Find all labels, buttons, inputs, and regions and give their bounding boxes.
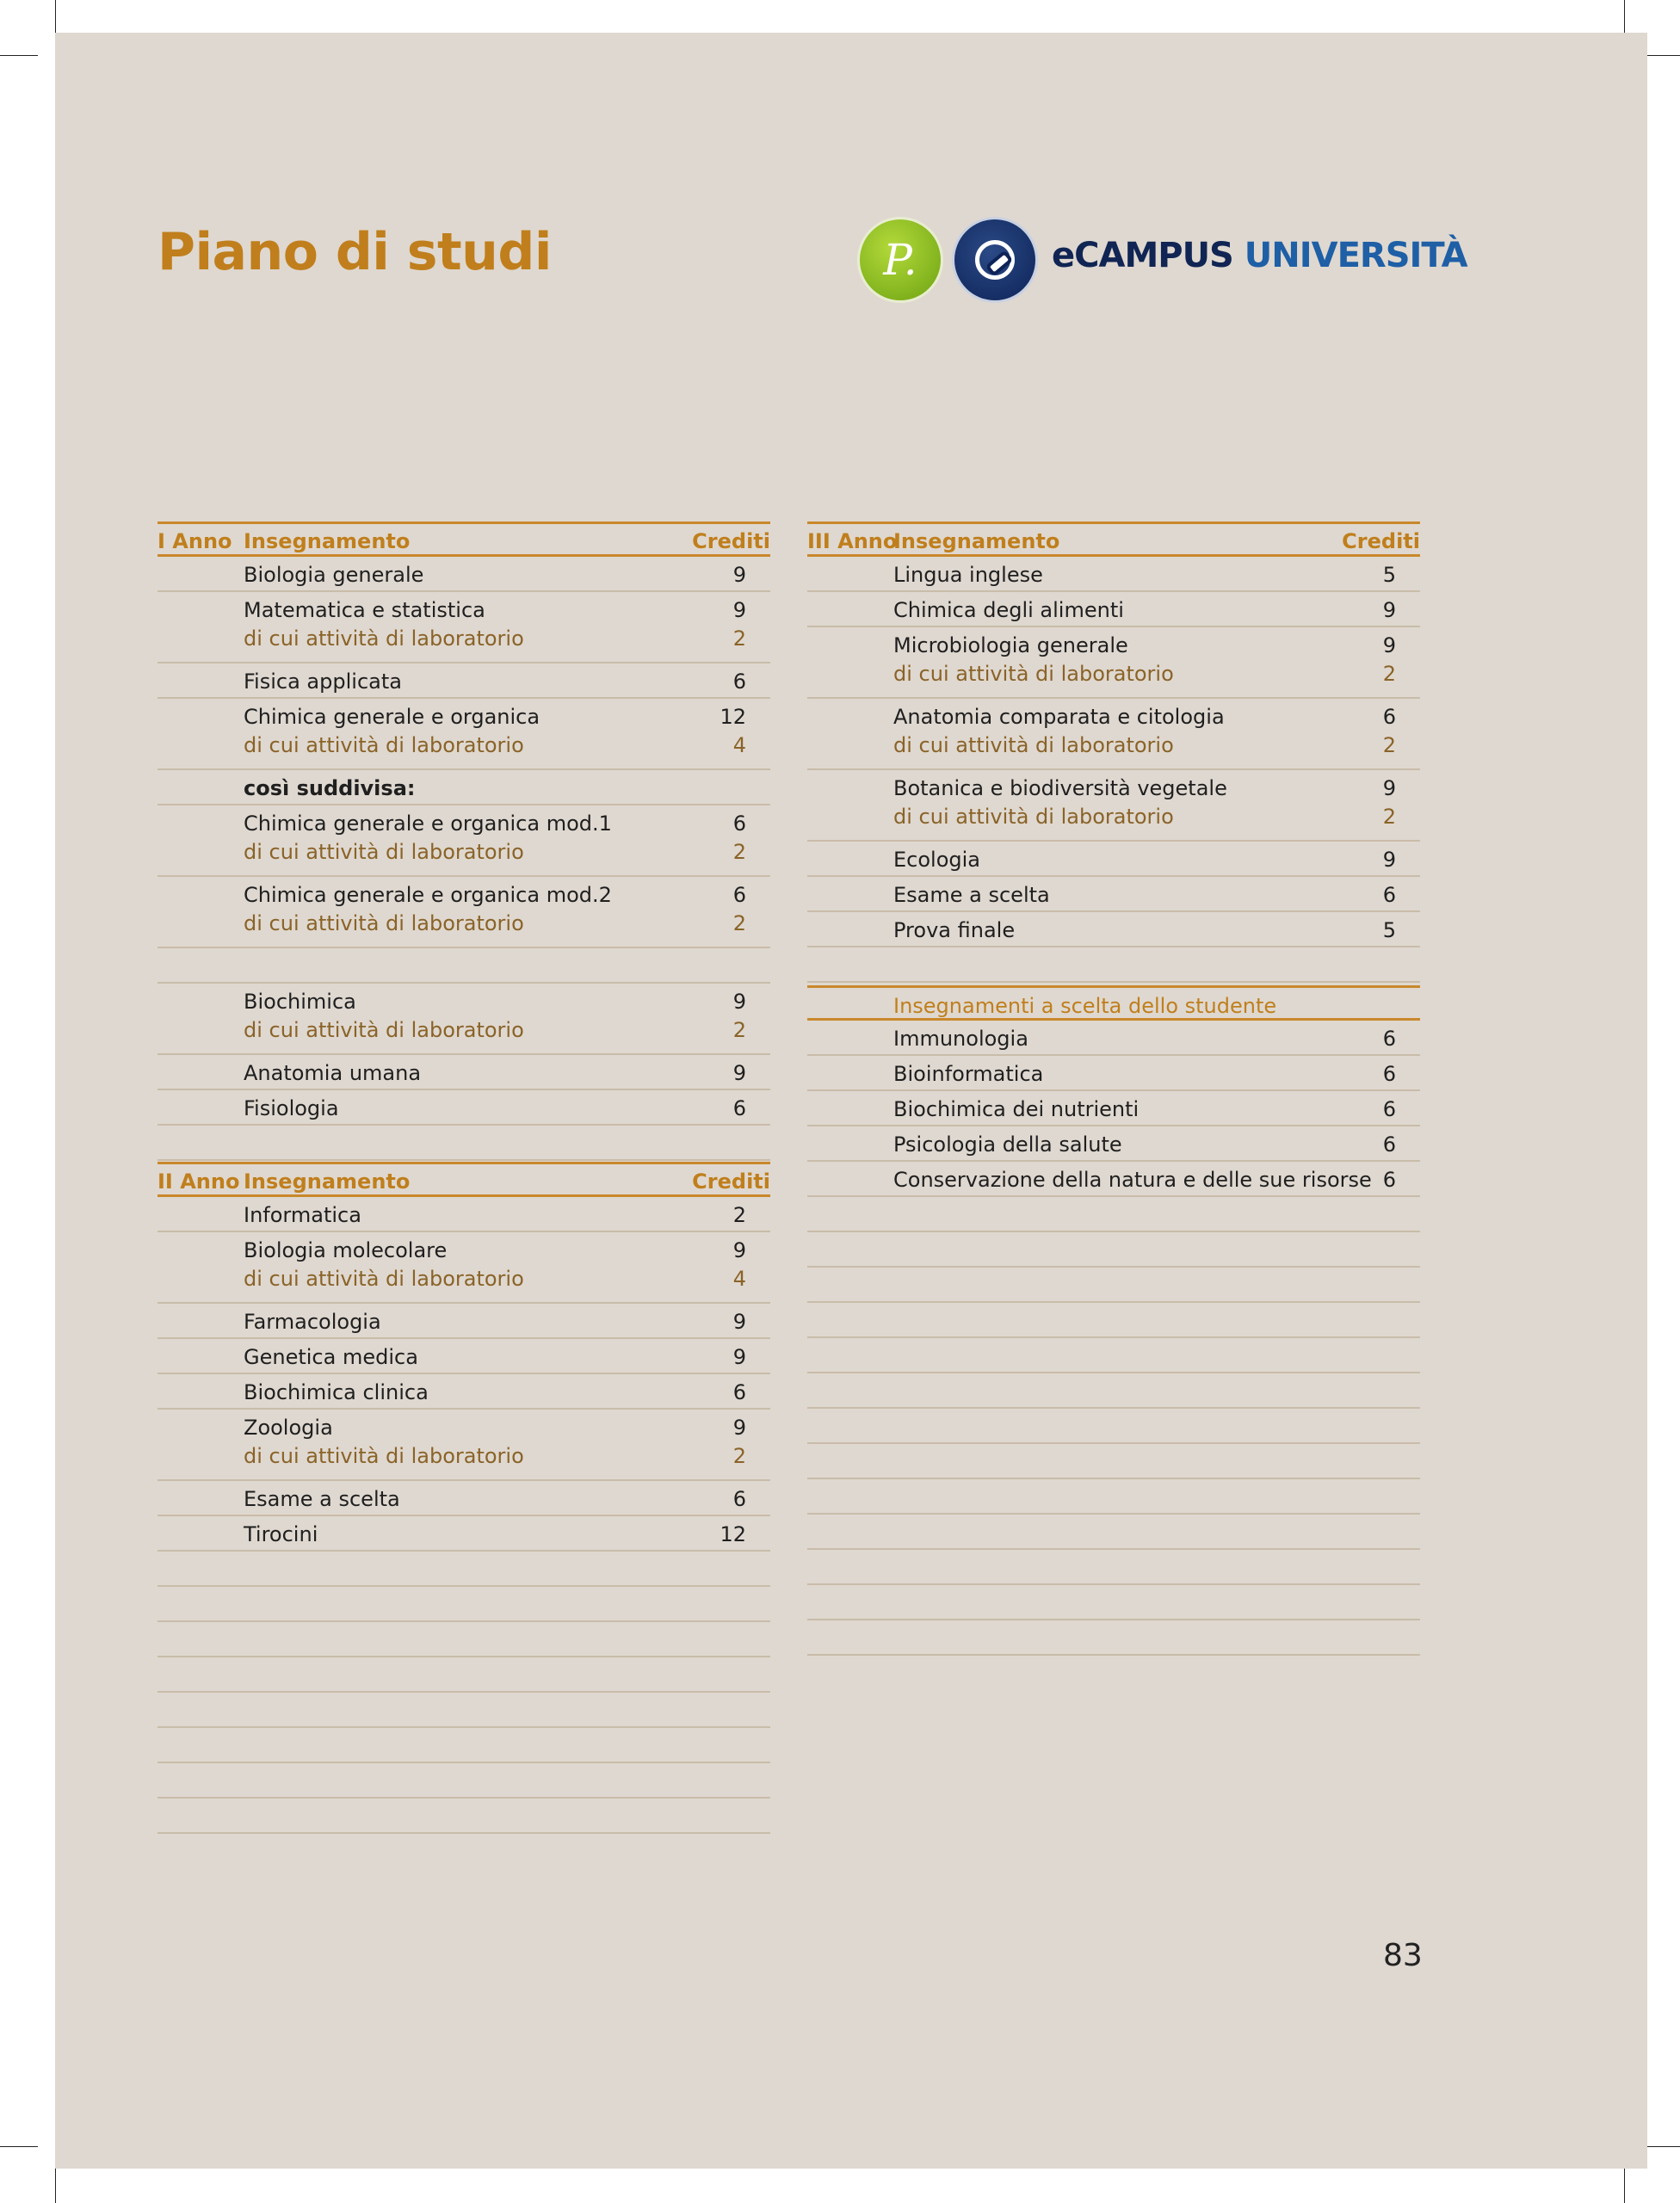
logo-wordmark <box>1052 236 1467 275</box>
table-header-row <box>158 1162 770 1197</box>
course-name: Bioinformatica <box>893 1062 1044 1086</box>
crop-mark <box>0 2146 38 2147</box>
blank-row <box>158 1126 770 1161</box>
blank-row <box>807 1444 1420 1479</box>
table-row <box>158 592 770 663</box>
table-row <box>807 557 1420 592</box>
blank-row <box>158 1622 770 1657</box>
course-credits: 9 <box>1382 776 1396 800</box>
blank-row <box>807 1409 1420 1444</box>
table-row <box>807 627 1420 699</box>
table-row <box>158 1516 770 1552</box>
course-name: Conservazione della natura e delle sue risorse <box>893 1168 1372 1192</box>
logo-wordmark-suffix: UNIVERSITÀ <box>1244 236 1467 275</box>
table-row <box>158 1055 770 1090</box>
table-row <box>807 770 1420 842</box>
course-credits: 6 <box>732 1487 746 1511</box>
course-credits: 6 <box>732 670 746 694</box>
course-credits: 6 <box>732 811 746 836</box>
course-credits: 9 <box>1382 848 1396 872</box>
page-title: Piano di studi <box>158 222 552 282</box>
lab-activity-credits: 2 <box>732 1018 746 1042</box>
blank-row <box>807 947 1420 983</box>
lab-activity-label: di cui attività di laboratorio <box>893 805 1174 829</box>
course-name: Genetica medica <box>244 1345 418 1369</box>
badge-letter: P. <box>883 235 917 285</box>
course-name: Microbiologia generale <box>893 633 1128 657</box>
course-name: Chimica generale e organica mod.2 <box>244 883 612 907</box>
course-credits: 9 <box>1382 598 1396 622</box>
course-name: Anatomia umana <box>244 1061 422 1085</box>
blank-row <box>807 1585 1420 1620</box>
lab-activity-credits: 4 <box>732 1267 746 1291</box>
year-label: II Anno <box>158 1169 240 1194</box>
course-credits: 6 <box>1382 1097 1396 1121</box>
course-credits: 9 <box>732 1310 746 1334</box>
course-name: Psicologia della salute <box>893 1132 1122 1157</box>
blank-row <box>807 1479 1420 1515</box>
blank-row <box>158 1799 770 1834</box>
lab-activity-credits: 2 <box>1382 733 1396 757</box>
lab-activity-credits: 2 <box>1382 662 1396 686</box>
course-credits: 9 <box>732 1238 746 1262</box>
electives-title-row <box>807 985 1420 1021</box>
course-name: Informatica <box>244 1203 361 1227</box>
lab-activity-credits: 4 <box>732 733 746 757</box>
lab-activity-label: di cui attività di laboratorio <box>244 626 524 651</box>
course-credits: 6 <box>1382 1027 1396 1051</box>
crop-mark <box>1647 55 1680 56</box>
page-number: 83 <box>1383 1938 1423 1973</box>
crop-mark <box>55 0 56 33</box>
blank-row <box>807 1232 1420 1268</box>
course-credits: 9 <box>732 1345 746 1369</box>
course-name: Chimica degli alimenti <box>893 598 1124 622</box>
year3-table <box>807 521 1420 983</box>
table-row <box>807 1056 1420 1091</box>
credits-column-header: Crediti <box>692 529 770 553</box>
course-credits: 9 <box>732 1061 746 1085</box>
table-row <box>158 1410 770 1481</box>
course-name: Fisica applicata <box>244 670 402 694</box>
blank-row <box>158 1552 770 1587</box>
blank-row <box>158 1587 770 1622</box>
course-name: Farmacologia <box>244 1310 381 1334</box>
table-row <box>158 663 770 699</box>
credits-column-header: Crediti <box>692 1169 770 1194</box>
course-name: Biologia molecolare <box>244 1238 448 1262</box>
table-row <box>807 1162 1420 1197</box>
course-credits: 5 <box>1382 918 1396 942</box>
table-header-row <box>807 521 1420 557</box>
blank-row <box>158 1657 770 1693</box>
lab-activity-label: di cui attività di laboratorio <box>244 733 524 757</box>
table-row <box>158 877 770 948</box>
university-logo <box>857 217 1467 306</box>
blank-row <box>158 948 770 984</box>
lab-activity-credits: 2 <box>732 1444 746 1468</box>
course-name: Immunologia <box>893 1027 1028 1051</box>
credits-column-header: Crediti <box>1342 529 1420 553</box>
course-credits: 9 <box>1382 633 1396 657</box>
lab-activity-label: di cui attività di laboratorio <box>244 1267 524 1291</box>
course-credits: 9 <box>732 1416 746 1440</box>
lab-activity-credits: 2 <box>1382 805 1396 829</box>
blank-row <box>158 1728 770 1763</box>
course-name: Chimica generale e organica mod.1 <box>244 811 612 836</box>
table-row <box>158 557 770 592</box>
course-name: così suddivisa: <box>244 776 416 800</box>
course-name: Esame a scelta <box>893 883 1050 907</box>
electives-title: Insegnamenti a scelta dello studente <box>893 994 1277 1018</box>
table-row <box>807 699 1420 770</box>
course-name: Tirocini <box>244 1522 318 1546</box>
table-row <box>807 842 1420 877</box>
course-name: Ecologia <box>893 848 981 872</box>
lab-activity-label: di cui attività di laboratorio <box>244 911 524 935</box>
table-row <box>158 1481 770 1516</box>
course-name: Esame a scelta <box>244 1487 400 1511</box>
table-row <box>807 877 1420 912</box>
lab-activity-label: di cui attività di laboratorio <box>244 1018 524 1042</box>
course-name: Botanica e biodiversità vegetale <box>893 776 1227 800</box>
crop-mark <box>1647 2146 1680 2147</box>
table-row <box>807 912 1420 947</box>
course-column-header: Insegnamento <box>244 529 411 553</box>
course-credits: 6 <box>1382 1168 1396 1192</box>
course-credits: 5 <box>1382 563 1396 587</box>
year-label: I Anno <box>158 529 232 553</box>
course-name: Fisiologia <box>244 1096 339 1120</box>
blank-row <box>807 1515 1420 1550</box>
crop-mark <box>1624 2169 1625 2203</box>
blank-row <box>158 1693 770 1728</box>
course-name: Chimica generale e organica <box>244 705 540 729</box>
course-credits: 6 <box>1382 883 1396 907</box>
crop-mark <box>1624 0 1625 33</box>
lab-activity-label: di cui attività di laboratorio <box>893 733 1174 757</box>
blank-row <box>807 1338 1420 1373</box>
blank-row <box>807 1620 1420 1656</box>
year-label: III Anno <box>807 529 898 553</box>
course-credits: 9 <box>732 990 746 1014</box>
table-row <box>158 770 770 805</box>
course-credits: 9 <box>732 598 746 622</box>
course-name: Lingua inglese <box>893 563 1043 587</box>
course-name: Biochimica <box>244 990 356 1014</box>
course-credits: 6 <box>1382 705 1396 729</box>
table-row <box>158 805 770 877</box>
course-credits: 6 <box>1382 1062 1396 1086</box>
course-name: Zoologia <box>244 1416 333 1440</box>
lab-activity-credits: 2 <box>732 840 746 864</box>
course-column-header: Insegnamento <box>893 529 1060 553</box>
table-row <box>807 592 1420 627</box>
green-badge-icon <box>857 217 943 303</box>
table-row <box>158 1339 770 1374</box>
year2-table <box>158 1162 770 1834</box>
blank-row <box>807 1303 1420 1338</box>
course-credits: 6 <box>732 1096 746 1120</box>
table-row <box>807 1126 1420 1162</box>
lab-activity-credits: 2 <box>732 626 746 651</box>
course-name: Biochimica clinica <box>244 1380 429 1404</box>
blank-row <box>807 1373 1420 1409</box>
lab-activity-label: di cui attività di laboratorio <box>244 1444 524 1468</box>
blank-row <box>807 1550 1420 1585</box>
table-row <box>158 1374 770 1410</box>
table-row <box>807 1021 1420 1056</box>
logo-wordmark-prefix: eCAMPUS <box>1052 236 1233 275</box>
crop-mark <box>55 2169 56 2203</box>
course-column-header: Insegnamento <box>244 1169 411 1194</box>
blank-row <box>807 1197 1420 1232</box>
lab-activity-credits: 2 <box>732 911 746 935</box>
course-credits: 6 <box>732 883 746 907</box>
course-credits: 12 <box>720 1522 746 1546</box>
link-icon <box>975 240 1015 280</box>
table-header-row <box>158 521 770 557</box>
table-row <box>158 1232 770 1304</box>
table-row <box>158 984 770 1055</box>
electives-table <box>807 985 1420 1656</box>
course-credits: 12 <box>720 705 746 729</box>
table-row <box>158 1197 770 1232</box>
year1-table <box>158 521 770 1161</box>
course-credits: 6 <box>1382 1132 1396 1157</box>
course-credits: 9 <box>732 563 746 587</box>
course-name: Biochimica dei nutrienti <box>893 1097 1140 1121</box>
course-name: Biologia generale <box>244 563 424 587</box>
blank-row <box>158 1763 770 1799</box>
blue-seal-icon <box>952 217 1038 303</box>
course-name: Matematica e statistica <box>244 598 485 622</box>
table-row <box>158 1304 770 1339</box>
lab-activity-label: di cui attività di laboratorio <box>244 840 524 864</box>
table-row <box>158 699 770 770</box>
course-name: Prova finale <box>893 918 1016 942</box>
course-credits: 6 <box>732 1380 746 1404</box>
table-row <box>807 1091 1420 1126</box>
blank-row <box>807 1268 1420 1303</box>
course-name: Anatomia comparata e citologia <box>893 705 1225 729</box>
lab-activity-label: di cui attività di laboratorio <box>893 662 1174 686</box>
crop-mark <box>0 55 38 56</box>
table-row <box>158 1090 770 1126</box>
course-credits: 2 <box>732 1203 746 1227</box>
